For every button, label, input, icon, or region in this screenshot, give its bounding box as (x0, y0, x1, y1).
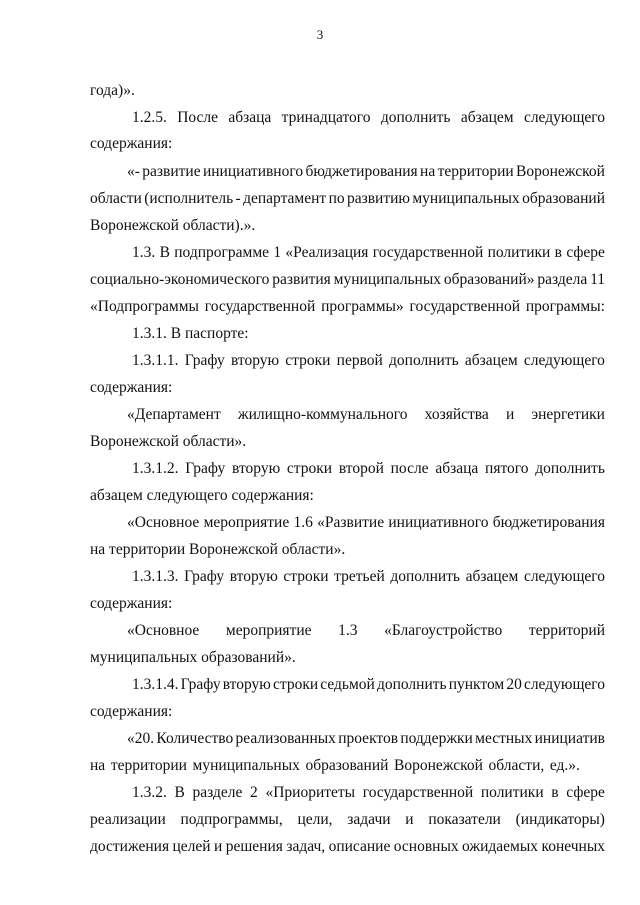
word: области (90, 190, 142, 207)
word: и (214, 838, 223, 855)
word: целей (172, 838, 211, 855)
word: третьей (334, 568, 385, 585)
word: образований (305, 757, 389, 774)
text-line: муниципальных образований». (90, 649, 296, 666)
word: «Приоритеты (265, 784, 356, 801)
word: абзаца (435, 460, 479, 477)
word: разделе (192, 784, 243, 801)
word: подпрограммы, (180, 811, 283, 828)
word: в (554, 244, 562, 261)
word: 1.2.5. (132, 109, 167, 126)
word: цели, (297, 811, 333, 828)
text-line: года)». (90, 82, 135, 99)
word: сфере (566, 784, 605, 801)
word: достижения (90, 838, 170, 855)
text-line: Воронежской области». (90, 433, 247, 450)
text-line (90, 756, 580, 776)
word: государственной (409, 298, 520, 315)
word: 11 (590, 271, 605, 288)
word: муниципальных (192, 757, 300, 774)
word: сфере (566, 244, 605, 261)
word: решения (225, 838, 283, 855)
word: (индикаторы) (515, 811, 605, 828)
word: 1.3.1.3. (132, 568, 179, 585)
word: по (328, 190, 345, 207)
word: «- (127, 163, 140, 180)
word: вторую (230, 352, 280, 369)
word: бюджетирования (492, 514, 605, 531)
text-line: содержания: (90, 703, 173, 720)
word: жилищно-коммунального (237, 406, 408, 423)
word: ед.». (549, 757, 580, 774)
word: В (174, 784, 185, 801)
word: 20 (506, 676, 522, 693)
text-line: содержания: (90, 595, 173, 612)
word: инициативного (388, 514, 489, 531)
word: 1.3.1.1. (132, 352, 179, 369)
word: описание (328, 838, 391, 855)
word: вторую (232, 460, 281, 477)
word: мероприятие (225, 622, 312, 639)
word: дополнить (535, 460, 605, 477)
word: инициатив (534, 730, 605, 747)
word: После (177, 109, 219, 126)
word: абзацем (465, 568, 519, 585)
word: вторую (229, 568, 278, 585)
text-line: Воронежской области).». (90, 217, 256, 234)
text-line: содержания: (90, 135, 173, 152)
word: 1.3. (132, 244, 156, 261)
text-line (90, 270, 605, 290)
word: поддержки (400, 730, 473, 747)
word: «Основное (127, 514, 200, 531)
text-line (127, 513, 605, 533)
text-line (132, 243, 605, 263)
word: «Благоустройство (384, 622, 503, 639)
word: следующего (523, 676, 605, 693)
text-line (90, 810, 605, 830)
word: Графу (180, 676, 221, 693)
word: территории (110, 757, 187, 774)
text-line (90, 297, 605, 317)
word: пятого (485, 460, 529, 477)
word: на (90, 757, 106, 774)
word: инициативного (202, 163, 304, 180)
word: 1.3 (338, 622, 358, 639)
text-line (90, 189, 605, 209)
word: государственной (362, 784, 474, 801)
word: задачи (347, 811, 391, 828)
word: первой (336, 352, 383, 369)
word: Графу (185, 460, 226, 477)
word: дополнить (389, 352, 459, 369)
word: подпрограмме (174, 244, 270, 261)
page-number: 3 (316, 27, 324, 42)
word: «Основное (127, 622, 200, 639)
text-line (132, 783, 605, 803)
word: «Реализация (285, 244, 369, 261)
word: области, (488, 757, 545, 774)
word: 1.3.1.2. (132, 460, 179, 477)
word: 1.3.2. (132, 784, 167, 801)
word: Графу (184, 352, 225, 369)
word: развитие (142, 163, 201, 180)
word: конечных (541, 838, 605, 855)
text-line (132, 108, 605, 128)
word: основных (393, 838, 459, 855)
word: дополнить (380, 109, 451, 126)
word: политики (487, 244, 551, 261)
word: государственной (204, 298, 316, 315)
word: задач, (286, 838, 326, 855)
word: раздела (537, 271, 588, 288)
word: второй (338, 460, 384, 477)
word: мероприятие (203, 514, 290, 531)
word: местных (475, 730, 533, 747)
word: 1 (273, 244, 282, 261)
word: в (551, 784, 559, 801)
word: строки (283, 568, 329, 585)
text-line (132, 351, 605, 371)
word: ожидаемых (462, 838, 539, 855)
word: «Подпрограммы (90, 298, 199, 315)
word: В (159, 244, 170, 261)
word: и (505, 406, 515, 423)
text-line: содержания: (90, 379, 173, 396)
word: хозяйства (424, 406, 489, 423)
word: территории (437, 163, 514, 180)
word: тринадцатого (281, 109, 371, 126)
text-line (132, 567, 605, 587)
text-line (132, 459, 605, 479)
word: строки (285, 352, 331, 369)
word: бюджетирования (305, 163, 418, 180)
word: образований (522, 190, 605, 207)
text-line (132, 675, 605, 695)
word: 1.6 (293, 514, 313, 531)
word: на (420, 163, 436, 180)
text-line: на территории Воронежской области». (90, 541, 346, 558)
word: дополнить (390, 568, 461, 585)
word: муниципальных (412, 190, 520, 207)
word: энергетики (531, 406, 605, 423)
word: (исполнитель (144, 190, 234, 207)
word: строки (286, 460, 333, 477)
word: «Департамент (127, 406, 221, 423)
word: Количество (156, 730, 234, 747)
word: программы: (525, 298, 605, 315)
word: проектов (338, 730, 399, 747)
word: программы» (321, 298, 404, 315)
word: Графу (184, 568, 225, 585)
word: «Развитие (317, 514, 385, 531)
word: следующего (523, 352, 605, 369)
text-line (127, 621, 605, 641)
text-line: абзацем следующего содержания: (90, 487, 314, 504)
text-line: 1.3.1. В паспорте: (132, 325, 249, 342)
word: департамент (243, 190, 327, 207)
word: муниципальных (333, 271, 441, 288)
word: абзаца (228, 109, 272, 126)
word: строки (273, 676, 319, 693)
text-line (127, 729, 605, 749)
word: седьмой (320, 676, 375, 693)
word: государственной (372, 244, 484, 261)
word: - (235, 190, 241, 207)
word: Воронежской (516, 163, 605, 180)
word: территорий (528, 622, 605, 639)
word: развитию (346, 190, 410, 207)
word: и (405, 811, 414, 828)
word: дополнить (376, 676, 447, 693)
word: абзацем (464, 352, 518, 369)
word: образований» (443, 271, 535, 288)
word: 2 (250, 784, 258, 801)
word: «20. (127, 730, 155, 747)
word: реализации (90, 811, 166, 828)
word: показатели (428, 811, 501, 828)
text-line (127, 405, 605, 425)
word: следующего (523, 568, 605, 585)
text-line (127, 162, 605, 182)
word: пунктом (448, 676, 505, 693)
word: вторую (222, 676, 271, 693)
text-line (90, 837, 605, 857)
word: следующего (523, 109, 605, 126)
word: политики (480, 784, 544, 801)
word: реализованных (235, 730, 336, 747)
word: социально-экономического (90, 271, 270, 288)
word: Воронежской (394, 757, 483, 774)
word: после (390, 460, 429, 477)
word: абзацем (460, 109, 514, 126)
word: развития (272, 271, 331, 288)
word: 1.3.1.4. (132, 676, 179, 693)
